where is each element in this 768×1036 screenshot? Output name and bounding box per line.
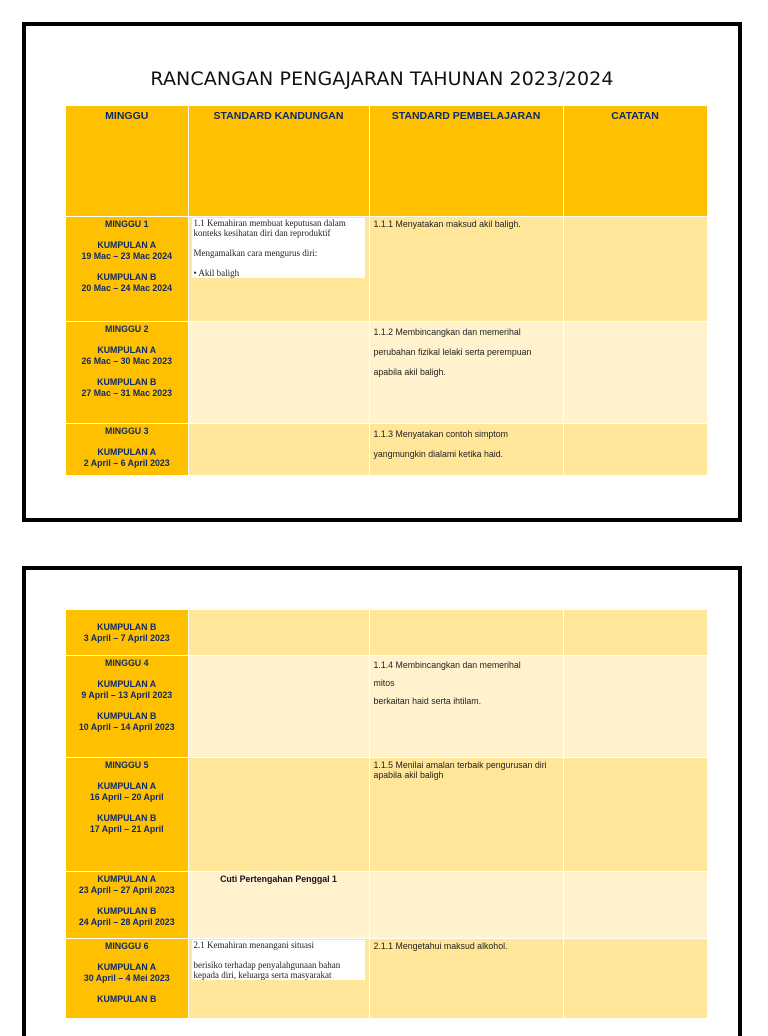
group-a-label: KUMPULAN A [97, 961, 157, 972]
table-row [66, 610, 707, 655]
standard-kandungan-cell [188, 871, 369, 938]
group-a-label: KUMPULAN A [97, 873, 157, 884]
sp-line: berkaitan haid serta ihtilam. [373, 695, 482, 706]
group-a-date: 26 Mac – 30 Mac 2023 [81, 356, 172, 366]
table-row [66, 871, 707, 938]
document-page-2 [22, 566, 742, 1036]
group-b-date: 17 April – 21 April [89, 823, 164, 834]
sp-line: perubahan fizikal lelaki serta perempuan [373, 347, 532, 357]
standard-kandungan-text [192, 218, 365, 278]
standard-pembelajaran-cell [369, 938, 563, 1018]
catatan-cell [563, 610, 707, 655]
holiday-label: Cuti Pertengahan Penggal 1 [220, 873, 337, 884]
week-label: MINGGU 5 [105, 759, 149, 770]
group-b-date: 10 April – 14 April 2023 [78, 721, 175, 732]
group-a-date: 30 April – 4 Mei 2023 [83, 972, 170, 983]
catatan-cell [563, 217, 707, 322]
group-b-date: 24 April – 28 April 2023 [78, 916, 175, 927]
group-a-date: 23 April – 27 April 2023 [78, 884, 175, 895]
standard-kandungan-cell [188, 938, 369, 1018]
table-row [66, 217, 707, 322]
week-cell [66, 938, 188, 1018]
standard-kandungan-cell [188, 610, 369, 655]
group-a-date: 19 Mac – 23 Mac 2024 [81, 251, 172, 261]
group-a-label: KUMPULAN A [97, 678, 157, 689]
document-page-1 [22, 22, 742, 522]
catatan-cell [563, 655, 707, 757]
week-label: MINGGU 4 [105, 657, 149, 668]
header-minggu: MINGGU [66, 106, 188, 217]
sk-line: 1.1 Kemahiran membuat keputusan dalam konteks kesihatan diri dan reproduktif [193, 218, 346, 238]
standard-pembelajaran-cell [369, 322, 563, 424]
week-cell [66, 871, 188, 938]
sp-line: 1.1.4 Membincangkan dan memerihal [373, 659, 521, 670]
sp-text [370, 424, 563, 464]
catatan-cell [563, 757, 707, 871]
group-a-label: KUMPULAN A [97, 345, 157, 355]
sk-line: 2.1 Kemahiran menangani situasi [193, 939, 314, 950]
group-b-label: KUMPULAN B [97, 622, 157, 632]
standard-pembelajaran-cell [369, 757, 563, 871]
week-label: MINGGU 1 [105, 219, 149, 229]
standard-pembelajaran-cell [369, 217, 563, 322]
standard-kandungan-cell [188, 322, 369, 424]
group-b-label: KUMPULAN B [97, 377, 157, 387]
standard-kandungan-cell [188, 424, 369, 476]
standard-kandungan-cell [188, 655, 369, 757]
catatan-cell [563, 424, 707, 476]
plan-table [66, 106, 708, 476]
group-b-date: 27 Mac – 31 Mac 2023 [81, 388, 172, 398]
week-cell [66, 217, 188, 322]
header-catatan: CATATAN [563, 106, 707, 217]
sp-line: apabila akil baligh. [373, 367, 446, 377]
standard-kandungan-cell [188, 217, 369, 322]
group-b-label: KUMPULAN B [97, 272, 157, 282]
header-standard-pembelajaran: STANDARD PEMBELAJARAN [369, 106, 563, 217]
group-a-date: 9 April – 13 April 2023 [81, 689, 173, 700]
group-a-label: KUMPULAN A [97, 240, 157, 250]
group-b-label: KUMPULAN B [97, 710, 157, 721]
sp-line: yangmungkin dialami ketika haid. [373, 449, 504, 459]
header-standard-kandungan: STANDARD KANDUNGAN [188, 106, 369, 217]
table-row [66, 757, 707, 871]
catatan-cell [563, 938, 707, 1018]
sp-line: 1.1.3 Menyatakan contoh simptom [373, 429, 508, 439]
catatan-cell [563, 322, 707, 424]
sk-bullet: • Akil baligh [193, 268, 240, 278]
group-b-date: 20 Mac – 24 Mac 2024 [81, 283, 172, 293]
table-row [66, 655, 707, 757]
group-b-date: 3 April – 7 April 2023 [83, 633, 170, 643]
table-row [66, 322, 707, 424]
week-cell [66, 322, 188, 424]
group-b-label: KUMPULAN B [97, 993, 157, 1004]
sp-text: 2.1.1 Mengetahui maksud alkohol. [373, 940, 508, 951]
table-row [66, 424, 707, 476]
week-label: MINGGU 2 [105, 324, 149, 334]
group-b-label: KUMPULAN B [97, 812, 157, 823]
sp-text [370, 322, 563, 382]
standard-pembelajaran-cell [369, 871, 563, 938]
table-row [66, 938, 707, 1018]
week-cell [66, 424, 188, 476]
week-label: MINGGU 6 [105, 940, 149, 951]
week-cell [66, 655, 188, 757]
standard-pembelajaran-cell [369, 424, 563, 476]
sp-text [370, 656, 563, 710]
standard-kandungan-cell [188, 757, 369, 871]
group-a-label: KUMPULAN A [97, 780, 157, 791]
week-cell [66, 757, 188, 871]
standard-kandungan-text [192, 940, 365, 980]
sk-line: Mengamalkan cara mengurus diri: [193, 248, 318, 258]
group-a-date: 2 April – 6 April 2023 [83, 458, 170, 468]
sp-text: 1.1.1 Menyatakan maksud akil baligh. [373, 219, 521, 229]
sk-line: berisiko terhadap penyalahgunaan bahan kepada diri, keluarga serta masyarakat [193, 959, 341, 980]
group-b-label: KUMPULAN B [97, 905, 157, 916]
header-row [66, 106, 707, 217]
group-a-date: 16 April – 20 April [89, 791, 164, 802]
standard-pembelajaran-cell [369, 655, 563, 757]
catatan-cell [563, 871, 707, 938]
document-title: RANCANGAN PENGAJARAN TAHUNAN 2023/2024 [150, 68, 614, 90]
week-cell [66, 610, 188, 655]
sp-text: 1.1.5 Menilai amalan terbaik pengurusan diri apabila akil baligh [373, 759, 547, 780]
plan-table-continued [66, 610, 708, 1019]
week-label: MINGGU 3 [105, 426, 149, 436]
sp-line: mitos [373, 677, 395, 688]
sp-line: 1.1.2 Membincangkan dan memerihal [373, 327, 521, 337]
standard-pembelajaran-cell [369, 610, 563, 655]
group-a-label: KUMPULAN A [97, 447, 157, 457]
